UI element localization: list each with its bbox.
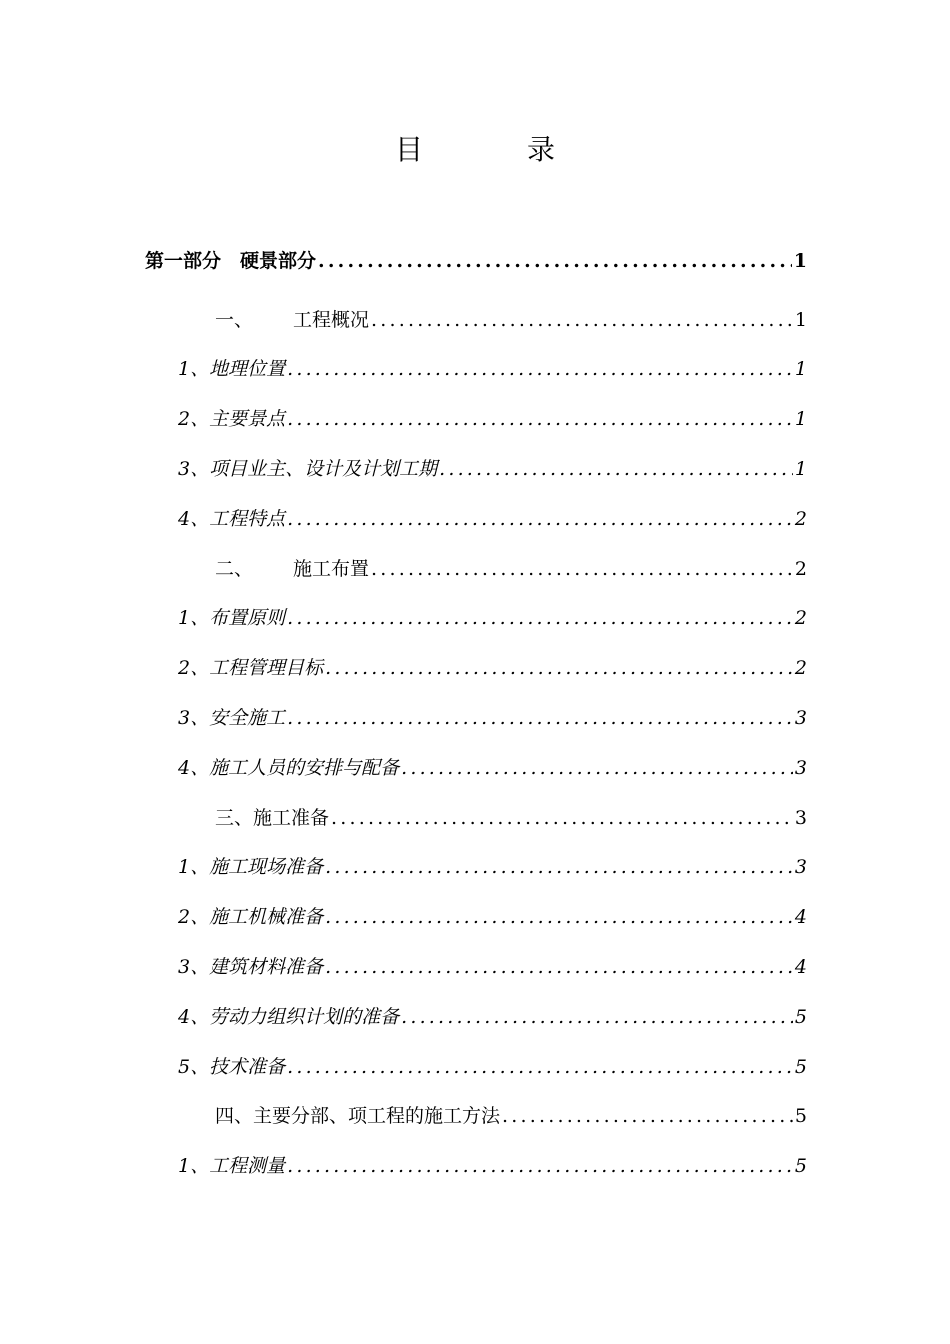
toc-page-number: 3 [794, 807, 807, 829]
toc-page-number: 2 [794, 657, 807, 679]
toc-entry-label: 2、施工机械准备 [178, 906, 324, 928]
toc-page-number: 1 [794, 458, 807, 480]
dot-leader [287, 504, 793, 534]
toc-page-number: 1 [794, 408, 807, 430]
section-title: 工程概况 [293, 309, 370, 331]
toc-entry-item[interactable] [178, 902, 807, 932]
dot-leader [439, 454, 793, 484]
dot-leader [331, 803, 793, 833]
toc-page-number: 3 [794, 856, 807, 878]
toc-entry-label: 5、技术准备 [178, 1056, 286, 1078]
toc-entry-label: 2、主要景点 [178, 408, 286, 430]
toc-entry-label: 4、施工人员的安排与配备 [178, 757, 400, 779]
dot-leader [287, 354, 793, 384]
toc-entry-item[interactable] [178, 653, 807, 683]
toc-entry-label: 三、施工准备 [215, 807, 330, 829]
toc-entry-item[interactable] [178, 952, 807, 982]
toc-entry-label: 1、施工现场准备 [178, 856, 324, 878]
dot-leader [318, 246, 792, 276]
toc-entry-item[interactable] [178, 504, 807, 534]
toc-entry-item[interactable] [178, 354, 807, 384]
toc-page-number: 1 [793, 250, 807, 272]
toc-entry-label: 第一部分 硬景部分 [145, 250, 317, 272]
toc-entry-label: 3、安全施工 [178, 707, 286, 729]
toc-entry-part-1[interactable] [145, 246, 807, 276]
toc-entry-item[interactable] [178, 753, 807, 783]
section-number: 二、 [215, 558, 254, 580]
toc-entry-label: 四、主要分部、项工程的施工方法 [215, 1105, 501, 1127]
dot-leader [287, 603, 793, 633]
toc-page-number: 4 [794, 906, 807, 928]
toc-page-number: 5 [794, 1105, 807, 1127]
dot-leader [325, 852, 793, 882]
toc-entry-label: 4、工程特点 [178, 508, 286, 530]
toc-entry-label [215, 305, 369, 335]
toc-entry-item[interactable] [178, 703, 807, 733]
toc-page-number: 2 [794, 508, 807, 530]
dot-leader [401, 1002, 793, 1032]
dot-leader [287, 404, 793, 434]
toc-entry-section-2[interactable] [215, 554, 807, 584]
toc-page-number: 3 [794, 757, 807, 779]
toc-entry-label: 2、工程管理目标 [178, 657, 324, 679]
toc-entry-item[interactable] [178, 603, 807, 633]
section-number: 一、 [215, 309, 254, 331]
toc-page-number: 3 [794, 707, 807, 729]
toc-title: 目 录 [394, 133, 593, 166]
toc-entry-label: 4、劳动力组织计划的准备 [178, 1006, 400, 1028]
toc-entry-label: 1、布置原则 [178, 607, 286, 629]
dot-leader [371, 305, 793, 335]
toc-page-number: 2 [794, 558, 807, 580]
dot-leader [371, 554, 793, 584]
toc-entry-item[interactable] [178, 454, 807, 484]
dot-leader [287, 1052, 793, 1082]
toc-entry-label: 3、项目业主、设计及计划工期 [178, 458, 438, 480]
toc-page-number: 5 [794, 1056, 807, 1078]
toc-page-number: 2 [794, 607, 807, 629]
toc-entry-section-3[interactable] [215, 803, 807, 833]
dot-leader [325, 653, 793, 683]
toc-page-number: 4 [794, 956, 807, 978]
section-title: 施工布置 [293, 558, 370, 580]
toc-page-number: 5 [794, 1155, 807, 1177]
toc-entry-item[interactable] [178, 1002, 807, 1032]
toc-entry-label: 3、建筑材料准备 [178, 956, 324, 978]
toc-entry-item[interactable] [178, 1052, 807, 1082]
toc-entry-section-1[interactable] [215, 305, 807, 335]
dot-leader [325, 952, 793, 982]
dot-leader [287, 703, 793, 733]
toc-entry-item[interactable] [178, 404, 807, 434]
toc-entry-label [215, 554, 369, 584]
toc-page-number: 1 [794, 309, 807, 331]
toc-entry-label: 1、地理位置 [178, 358, 286, 380]
toc-entry-label: 1、工程测量 [178, 1155, 286, 1177]
dot-leader [502, 1101, 793, 1131]
dot-leader [325, 902, 793, 932]
toc-entry-item[interactable] [178, 1151, 807, 1181]
toc-page-number: 5 [794, 1006, 807, 1028]
toc-page-number: 1 [794, 358, 807, 380]
dot-leader [401, 753, 793, 783]
toc-entry-item[interactable] [178, 852, 807, 882]
toc-entry-section-4[interactable] [215, 1101, 807, 1131]
dot-leader [287, 1151, 793, 1181]
